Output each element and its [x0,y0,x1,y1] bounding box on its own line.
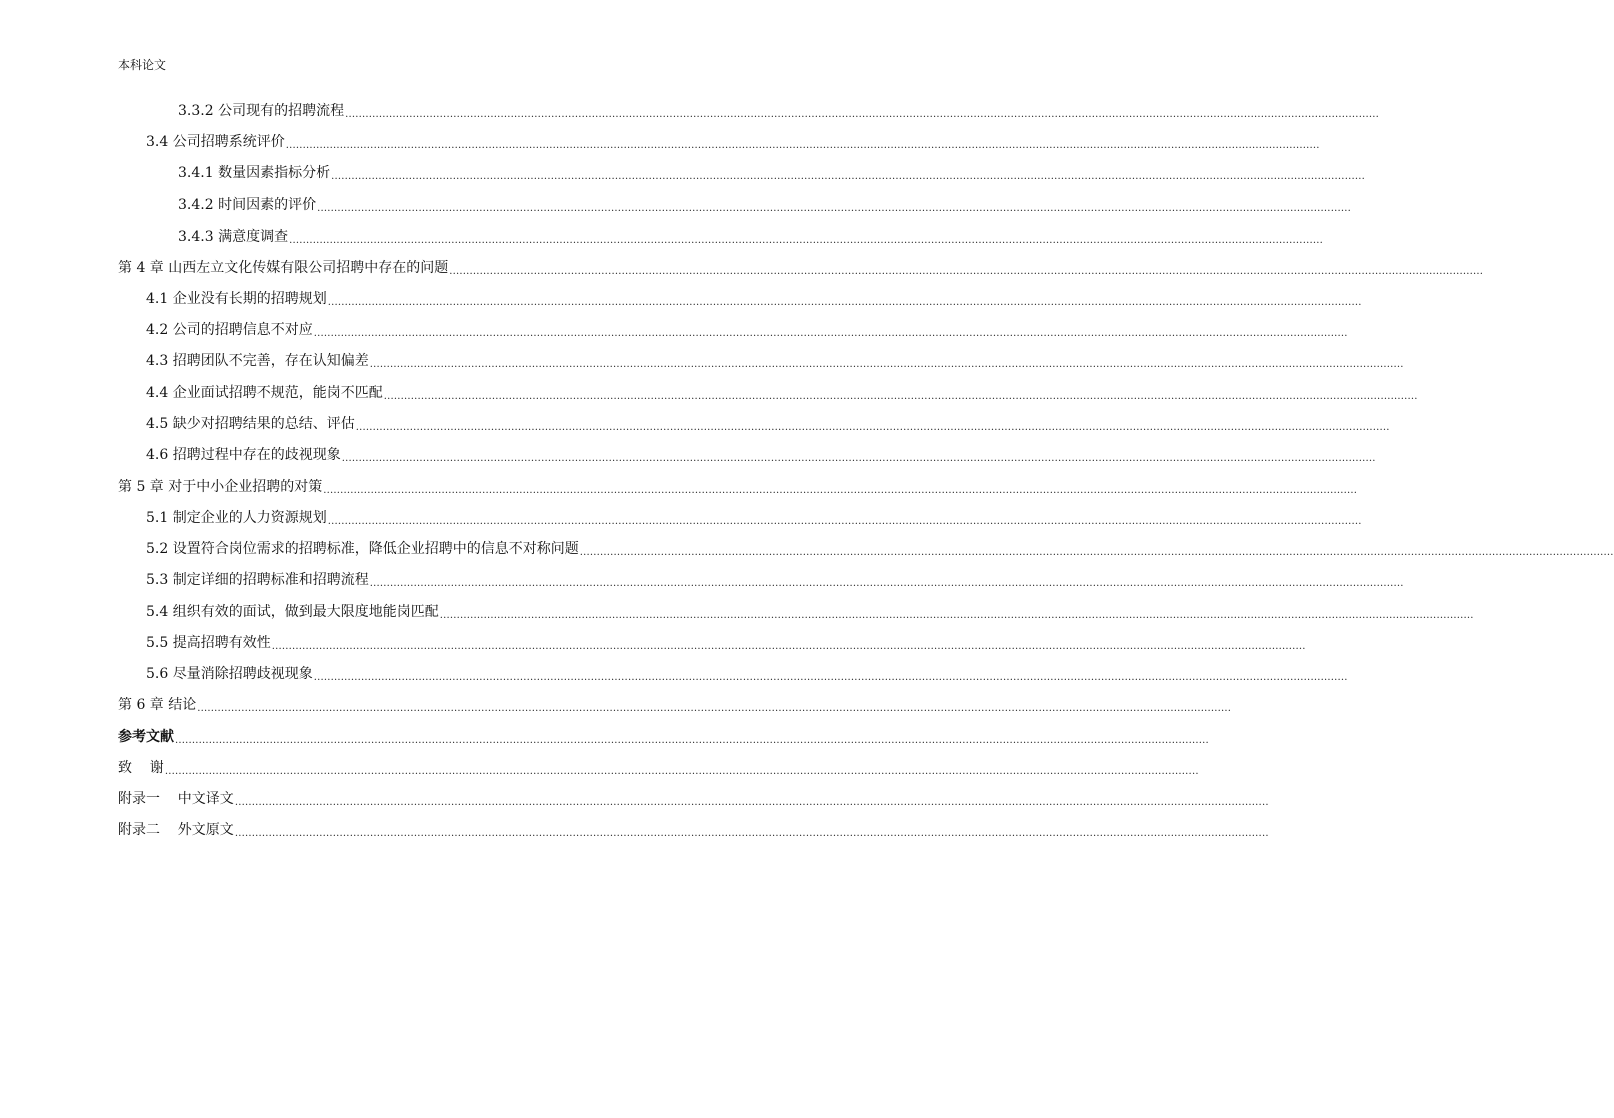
toc-entry-3-4-2[interactable] [178,194,1351,216]
toc-leader-dots: .................................................................................................................................................................................................................................................................................................................. [323,485,1358,496]
toc-leader-dots: .................................................................................................................................................................................................................................................................................................................. [234,828,1269,839]
toc-entry-text: 3.4.2 时间因素的评价 [178,197,317,213]
toc-leader-dots: .................................................................................................................................................................................................................................................................................................................. [449,266,1484,277]
toc-entry-chapter-5[interactable] [118,476,1358,498]
toc-entry-5-3[interactable] [146,569,1404,591]
toc-entry-4-6[interactable] [146,444,1376,466]
toc-entry-text: 4.6 招聘过程中存在的歧视现象 [146,447,341,463]
toc-leader-dots: .................................................................................................................................................................................................................................................................................................................. [285,140,1320,151]
toc-entry-text: 3.4.3 满意度调查 [178,229,289,245]
toc-entry-chapter-4[interactable] [118,257,1484,279]
toc-leader-dots: .................................................................................................................................................................................................................................................................................................................. [164,766,1199,777]
toc-entry-5-1[interactable] [146,507,1362,529]
page-header: 本科论文 [118,58,167,72]
toc-entry-appendix-1[interactable] [118,788,1269,810]
toc-entry-chapter-6[interactable] [118,694,1232,716]
toc-leader-dots: .................................................................................................................................................................................................................................................................................................................. [175,735,1209,746]
toc-entry-text: 3.4 公司招聘系统评价 [146,134,285,150]
toc-entry-text: 3.4.1 数量因素指标分析 [178,165,331,181]
toc-entry-appendix-2[interactable] [118,819,1269,841]
toc-leader-dots: .................................................................................................................................................................................................................................................................................................................. [289,235,1323,246]
toc-entry-text: 参考文献 [118,729,174,745]
toc-entry-4-3[interactable] [146,350,1404,372]
toc-entry-text: 4.4 企业面试招聘不规范，能岗不匹配 [146,385,383,401]
toc-entry-text: 3.3.2 公司现有的招聘流程 [178,103,345,119]
toc-entry-text: 致 谢 [118,760,164,776]
toc-entry-4-5[interactable] [146,413,1390,435]
toc-entry-text: 4.2 公司的招聘信息不对应 [146,322,313,338]
toc-leader-dots: .................................................................................................................................................................................................................................................................................................................. [355,422,1390,433]
toc-leader-dots: .................................................................................................................................................................................................................................................................................................................. [345,109,1379,120]
toc-entry-5-5[interactable] [146,632,1306,654]
toc-entry-text: 5.3 制定详细的招聘标准和招聘流程 [146,572,369,588]
toc-entry-text: 5.6 尽量消除招聘歧视现象 [146,666,313,682]
toc-entry-3-4[interactable] [146,131,1320,153]
toc-entry-text: 4.1 企业没有长期的招聘规划 [146,291,327,307]
toc-entry-acknowledgements[interactable] [118,757,1199,779]
toc-leader-dots: .................................................................................................................................................................................................................................................................................................................. [369,359,1404,370]
toc-leader-dots: .................................................................................................................................................................................................................................................................................................................. [383,391,1418,402]
toc-entry-text: 5.4 组织有效的面试，做到最大限度地能岗匹配 [146,604,439,620]
toc-entry-text: 附录一 中文译文 [118,791,234,807]
toc-entry-3-4-1[interactable] [178,162,1365,184]
toc-leader-dots: .................................................................................................................................................................................................................................................................................................................. [197,703,1232,714]
toc-entry-text: 第 6 章 结论 [118,697,197,713]
toc-leader-dots: .................................................................................................................................................................................................................................................................................................................. [317,203,1351,214]
toc-entry-text: 第 4 章 山西左立文化传媒有限公司招聘中存在的问题 [118,260,449,276]
toc-leader-dots: .................................................................................................................................................................................................................................................................................................................. [341,453,1376,464]
toc-leader-dots: .................................................................................................................................................................................................................................................................................................................. [313,672,1348,683]
toc-entry-text: 5.5 提高招聘有效性 [146,635,271,651]
toc-leader-dots: .................................................................................................................................................................................................................................................................................................................. [331,171,1365,182]
toc-entry-5-4[interactable] [146,601,1474,623]
toc-entry-text: 4.3 招聘团队不完善，存在认知偏差 [146,353,369,369]
toc-leader-dots: .................................................................................................................................................................................................................................................................................................................. [234,797,1269,808]
toc-entry-references[interactable] [118,726,1209,748]
toc-entry-4-4[interactable] [146,382,1418,404]
toc-entry-text: 4.5 缺少对招聘结果的总结、评估 [146,416,355,432]
toc-leader-dots: .................................................................................................................................................................................................................................................................................................................. [327,516,1362,527]
toc-leader-dots: .................................................................................................................................................................................................................................................................................................................. [439,610,1474,621]
toc-entry-4-2[interactable] [146,319,1348,341]
toc-entry-5-6[interactable] [146,663,1348,685]
toc-leader-dots: .................................................................................................................................................................................................................................................................................................................. [313,328,1348,339]
toc-entry-3-4-3[interactable] [178,226,1323,248]
toc-leader-dots: .................................................................................................................................................................................................................................................................................................................. [271,641,1306,652]
toc-entry-text: 附录二 外文原文 [118,822,234,838]
toc-leader-dots: .................................................................................................................................................................................................................................................................................................................. [327,297,1362,308]
toc-entry-text: 第 5 章 对于中小企业招聘的对策 [118,479,323,495]
toc-entry-4-1[interactable] [146,288,1362,310]
toc-leader-dots: .................................................................................................................................................................................................................................................................................................................. [579,547,1614,558]
toc-entry-text: 5.1 制定企业的人力资源规划 [146,510,327,526]
toc-entry-text: 5.2 设置符合岗位需求的招聘标准，降低企业招聘中的信息不对称问题 [146,541,579,557]
toc-entry-5-2[interactable] [146,538,1614,560]
toc-entry-3-3-2[interactable] [178,100,1379,122]
toc-leader-dots: .................................................................................................................................................................................................................................................................................................................. [369,578,1404,589]
